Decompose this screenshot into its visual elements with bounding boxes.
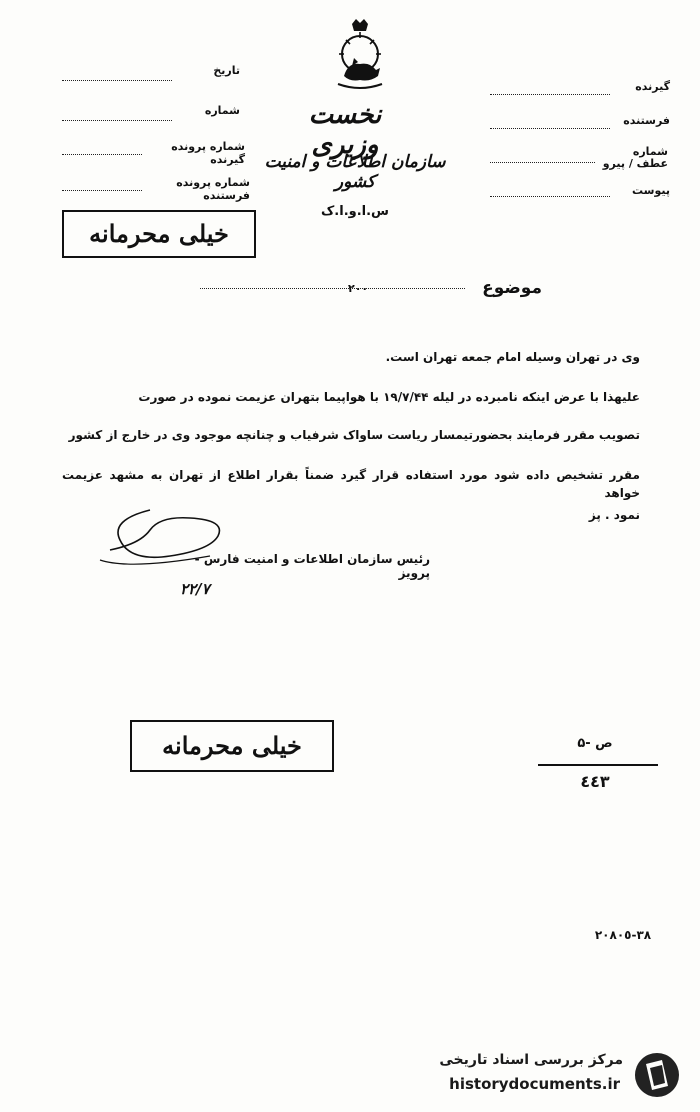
classification-stamp-bottom: خیلی محرمانه [130, 720, 334, 772]
reference-divider [538, 764, 658, 766]
date-label: تاریخ [213, 64, 240, 77]
sender-label: فرستنده [623, 114, 670, 127]
subject-label: موضوع [482, 278, 542, 298]
number-field [62, 120, 172, 121]
attachment-label: پیوست [632, 184, 670, 197]
number-label: شماره [204, 104, 240, 117]
organization-code: س.ا.و.ا.ک [321, 204, 389, 219]
recipient-field [490, 94, 610, 95]
body-line-5: نمود . پز [588, 508, 640, 522]
signature-date: ۲۲/۷ [180, 580, 210, 598]
sender-field [490, 128, 610, 129]
recipient-file-field [62, 154, 142, 155]
subject-line [200, 288, 465, 289]
watermark-logo-icon [632, 1050, 682, 1100]
body-line-4: مقرر تشخیص داده شود مورد استفاده قرار گیرد ضمناً بقرار اطلاع از تهران به مشهد عزیمت خواهد [62, 468, 640, 500]
body-line-1: وی در تهران وسیله امام جمعه تهران است. [385, 350, 640, 364]
ministry-title: نخست وزیری [308, 100, 382, 160]
recipient-label: گیرنده [635, 80, 670, 93]
organization-title: سازمان اطلاعات و امنیت کشور [264, 152, 446, 192]
recipient-file-label: شماره پرونده گیرنده [171, 140, 245, 166]
archive-number: ٣٨-٢٠٨٠٥ [594, 928, 652, 942]
attachment-field [490, 196, 610, 197]
watermark-title: مرکز بررسی اسناد تاریخی [439, 1052, 623, 1068]
body-line-2: علیهذا با عرض اینکه نامبرده در ليله ۱۹/۷/۴۴ با هواپیما بتهران عزیمت نموده در صورت [138, 390, 640, 404]
reference-label: شماره عطف / پیرو [602, 145, 668, 170]
lion-and-sun-emblem-icon [330, 18, 390, 98]
sender-file-label: شماره پرونده فرستنده [176, 176, 250, 202]
classification-stamp-top: خیلی محرمانه [62, 210, 256, 258]
date-field [62, 80, 172, 81]
signature-title: رئیس سازمان اطلاعات و امنیت فارس - پرویز [194, 552, 430, 580]
reference-bottom: ٤٤٣ [580, 772, 610, 791]
subject-value: ٢٠٠ [348, 282, 369, 295]
body-line-3: تصویب مقرر فرمایند بحضورتیمسار ریاست ساواک شرفیاب و چنانچه موجود وی در خارج از کشور [68, 428, 640, 442]
sender-file-field [62, 190, 142, 191]
reference-top: ص -۵ [577, 736, 613, 751]
reference-field [490, 162, 595, 163]
watermark-url: historydocuments.ir [449, 1075, 620, 1093]
